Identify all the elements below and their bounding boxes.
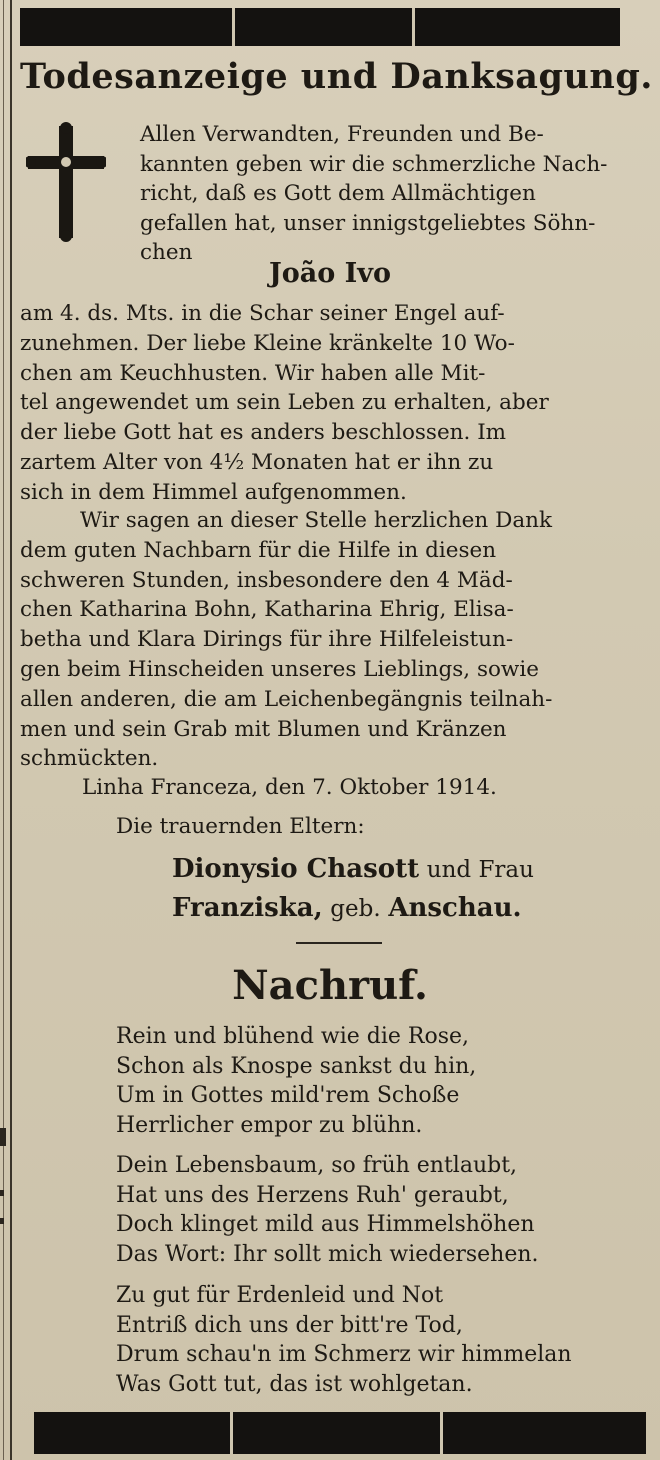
place-and-date: Linha Franceza, den 7. Oktober 1914. [82,775,497,800]
text-line: Wir sagen an dieser Stelle herzlichen Dank [80,508,553,533]
neighbor-column-fragment [0,1190,4,1196]
text-line: betha und Klara Dirings für ihre Hilfeleistun- [20,627,514,653]
poem-line: Doch klinget mild aus Himmelshöhen [116,1212,535,1237]
column-edge [3,0,4,1460]
parents-signature [172,850,534,928]
poem-stanza [116,1281,572,1399]
latin-cross-icon [26,122,106,242]
intro-line: gefallen hat, unser innigstgeliebtes Söhn- [140,210,596,236]
poem-line: Zu gut für Erdenleid und Not [116,1283,444,1308]
poem-line: Um in Gottes mild'rem Schoße [116,1083,460,1108]
intro-paragraph [140,120,640,268]
text-line: men und sein Grab mit Blumen und Kränzen [20,716,507,742]
thanks-paragraph [20,506,645,774]
intro-line: richt, daß es Gott dem Allmächtigen [140,181,536,206]
text-line: der liebe Gott hat es anders beschlossen. Im [20,420,507,446]
text-line: allen anderen, die am Leichenbegängnis teilnah- [20,686,553,712]
text-line: chen am Keuchhusten. Wir haben alle Mit- [20,360,486,386]
poem-line: Das Wort: Ihr sollt mich wiedersehen. [116,1241,539,1267]
parents-line-1 [172,850,534,889]
bottom-border-bar [34,1412,646,1454]
parents-label: Die trauernden Eltern: [116,814,365,839]
intro-line: chen [140,240,193,265]
parents-line-2 [172,889,534,928]
poem-line: Schon als Knospe sankst du hin, [116,1053,477,1079]
obituary-title: Nachruf. [232,962,428,1009]
poem-line: Drum schau'n im Schmerz wir himmelan [116,1342,572,1367]
father-name: Dionysio Chasott [172,854,420,884]
poem-line: Herrlicher empor zu blühn. [116,1112,423,1138]
column-divider-rule [10,0,12,1460]
text-line: zartem Alter von 4½ Monaten hat er ihn zu [20,449,494,475]
poem-line: Rein und blühend wie die Rose, [116,1024,470,1049]
nee-text: geb. [330,896,381,922]
top-border-bar [20,8,620,46]
poem-stanza [116,1151,539,1269]
poem-line: Was Gott tut, das ist wohlgetan. [116,1371,473,1397]
neighbor-column-fragment [0,1128,6,1146]
text-line: tel angewendet um sein Leben zu erhalten, aber [20,390,549,416]
poem-line: Entriß dich uns der bitt're Tod, [116,1312,463,1338]
text-line: schweren Stunden, insbesondere den 4 Mäd- [20,567,513,593]
text-line: sich in dem Himmel aufgenommen. [20,479,407,505]
neighbor-column-fragment [0,1218,4,1224]
mother-name: Franziska, [172,893,323,923]
intro-line: Allen Verwandten, Freunden und Be- [140,122,544,147]
poem-line: Hat uns des Herzens Ruh' geraubt, [116,1182,509,1208]
connector-text: und Frau [426,857,534,883]
text-line: am 4. ds. Mts. in die Schar seiner Engel auf- [20,301,505,326]
maiden-name: Anschau. [388,893,522,923]
text-line: dem guten Nachbarn für die Hilfe in diesen [20,537,497,563]
announcement-paragraph [20,299,645,508]
poem-stanza [116,1022,476,1140]
poem-line: Dein Lebensbaum, so früh entlaubt, [116,1153,518,1178]
deceased-name: João Ivo [268,258,391,289]
notice-headline: Todesanzeige und Danksagung. [20,56,653,97]
text-line: chen Katharina Bohn, Katharina Ehrig, Elisa- [20,597,514,623]
text-line: gen beim Hinscheiden unseres Lieblings, sowie [20,656,539,682]
text-line: zunehmen. Der liebe Kleine kränkelte 10 Wo- [20,330,515,356]
text-line: schmückten. [20,746,159,772]
intro-line: kannten geben wir die schmerzliche Nach- [140,151,608,177]
section-divider [296,942,382,944]
